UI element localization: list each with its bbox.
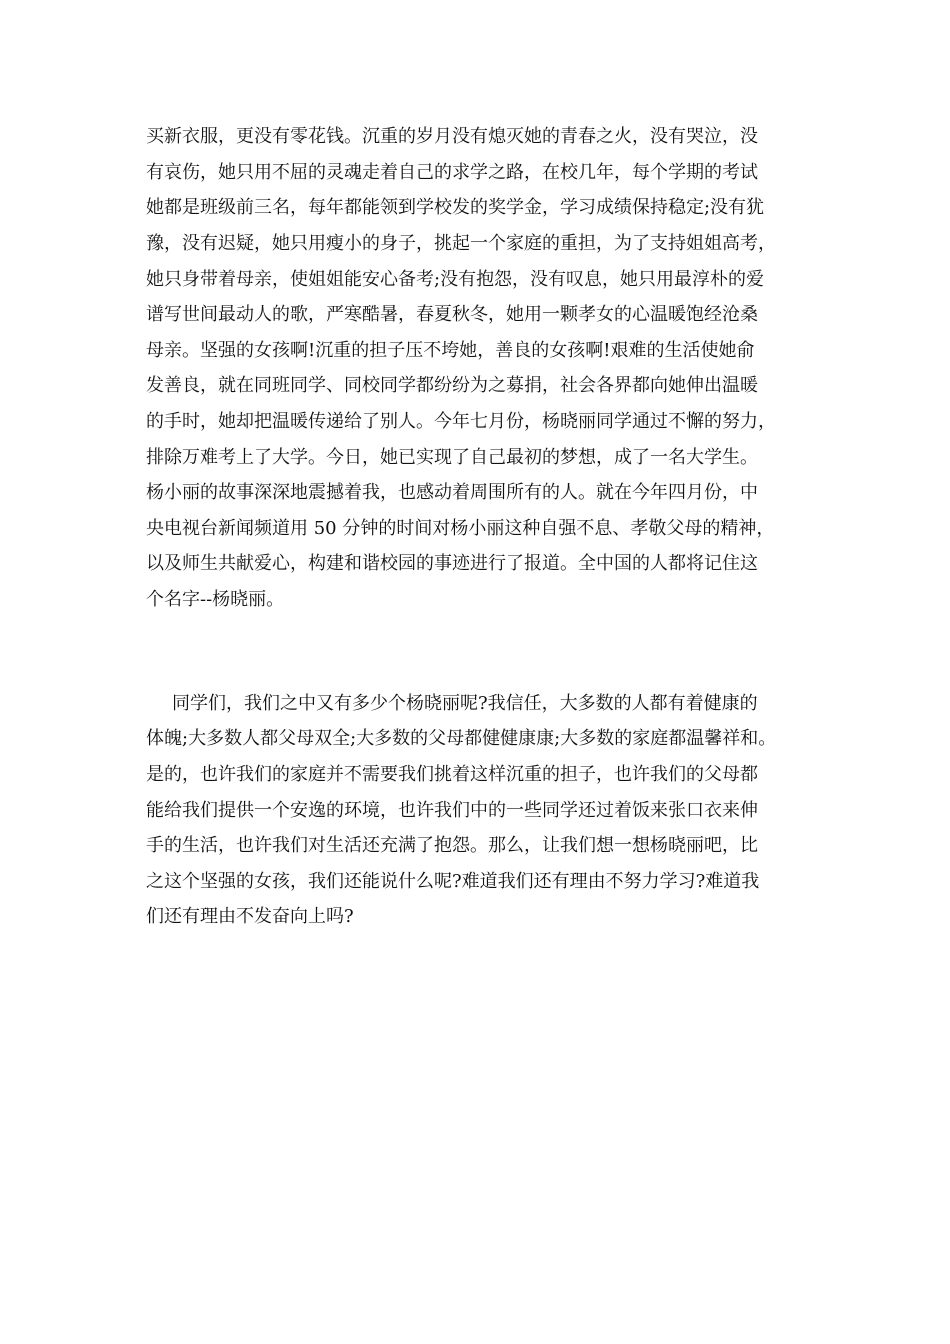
text-line: 母亲。坚强的女孩啊!沉重的担子压不垮她，善良的女孩啊!艰难的生活使她俞 — [146, 340, 755, 361]
text-line: 们还有理由不发奋向上吗? — [146, 906, 354, 927]
text-line: 个名字--杨晓丽。 — [146, 589, 285, 610]
text-line: 她只身带着母亲，使姐姐能安心备考;没有抱怨，没有叹息，她只用最淳朴的爱 — [146, 269, 765, 290]
text-line: 的手时，她却把温暖传递给了别人。今年七月份，杨晓丽同学通过不懈的努力， — [146, 411, 776, 432]
text-line: 发善良，就在同班同学、同校同学都纷纷为之募捐，社会各界都向她伸出温暖 — [146, 375, 758, 396]
text-line: 同学们，我们之中又有多少个杨晓丽呢?我信任，大多数的人都有着健康的 — [172, 693, 758, 714]
text-line: 央电视台新闻频道用 50 分钟的时间对杨小丽这种自强不息、孝敬父母的精神， — [146, 518, 775, 539]
text-line: 她都是班级前三名，每年都能领到学校发的奖学金，学习成绩保持稳定;没有犹 — [146, 197, 765, 218]
text-line: 排除万难考上了大学。今日，她已实现了自己最初的梦想，成了一名大学生。 — [146, 447, 758, 468]
text-line: 买新衣服，更没有零花钱。沉重的岁月没有熄灭她的青春之火，没有哭泣，没 — [146, 126, 758, 147]
text-line: 之这个坚强的女孩，我们还能说什么呢?难道我们还有理由不努力学习?难道我 — [146, 871, 760, 892]
text-line: 以及师生共献爱心，构建和谐校园的事迹进行了报道。全中国的人都将记住这 — [146, 553, 758, 574]
text-line: 杨小丽的故事深深地震撼着我，也感动着周围所有的人。就在今年四月份，中 — [146, 482, 758, 503]
text-line: 有哀伤，她只用不屈的灵魂走着自己的求学之路，在校几年，每个学期的考试 — [146, 162, 758, 183]
text-line: 豫，没有迟疑，她只用瘦小的身子，挑起一个家庭的重担，为了支持姐姐高考， — [146, 233, 776, 254]
text-line: 体魄;大多数人都父母双全;大多数的父母都健健康康;大多数的家庭都温馨祥和。 — [146, 728, 777, 749]
text-line: 能给我们提供一个安逸的环境，也许我们中的一些同学还过着饭来张口衣来伸 — [146, 800, 758, 821]
text-line: 谱写世间最动人的歌，严寒酷暑，春夏秋冬，她用一颗孝女的心温暖饱经沧桑 — [146, 304, 758, 325]
text-line: 手的生活，也许我们对生活还充满了抱怨。那么，让我们想一想杨晓丽吧，比 — [146, 835, 758, 856]
text-line: 是的，也许我们的家庭并不需要我们挑着这样沉重的担子，也许我们的父母都 — [146, 764, 758, 785]
